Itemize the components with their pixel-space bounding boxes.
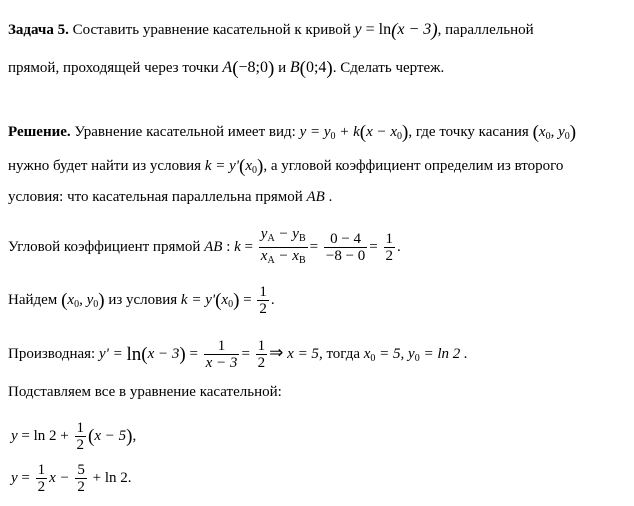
touch-point: ($x_0$, $y_0$) [532, 122, 577, 143]
solution-line-3: условия: что касательная параллельна прямой AB . [8, 189, 333, 205]
curve-equation: y = ln(x − 3) [354, 20, 438, 41]
slope-line: Угловой коэффициент прямой AB : k = $\frac{y_A - y_B}{x_A - x_B}$ = $\frac{0 - 4}{-8 - 0}$ = $\frac{1}{2}$ . [8, 226, 401, 269]
task-line-1: Задача 5. Составить уравнение касательной к кривой y = ln(x − 3), параллельной [8, 20, 534, 41]
point-a: A(−8;0) [222, 58, 275, 79]
implies-arrow: ⇒ [269, 342, 284, 362]
slope-result-fraction: $\frac{1}{2}$ [385, 231, 393, 264]
derivative-fraction: $\frac{1}{x - 3}$ [205, 338, 238, 371]
find-fraction: $\frac{1}{2}$ [259, 284, 267, 317]
derivative-line: Производная: y' = ln(x − 3) = $\frac{1}{x - 3}$ = $\frac{1}{2}$ ⇒ x = 5, тогда $x_0 = 5$, $y_0 = \ln 2$ . [8, 338, 468, 371]
slope-formula-fraction: $\frac{y_A - y_B}{x_A - x_B}$ [260, 226, 306, 266]
tangent-form: $y = y_0 + k(x - x_0)$ [299, 122, 409, 143]
solution-label: Решение. [8, 124, 71, 140]
equation-2-fraction-1: $\frac{1}{2}$ [37, 462, 46, 495]
substitute-line: Подставляем все в уравнение касательной: [8, 384, 282, 400]
equation-2: y = $\frac{1}{2}$ x − $\frac{5}{2}$ + ln 2. [11, 462, 132, 495]
point-b: B(0;4) [289, 58, 333, 79]
solution-line-2: нужно будет найти из условия $k = y'(x_0)$, а угловой коэффициент определим из второго [8, 156, 564, 177]
find-line: Найдем ($x_0$, $y_0$) из условия $k = y'(x_0)$ = $\frac{1}{2}$ . [8, 284, 275, 317]
derivative-half-fraction: $\frac{1}{2}$ [257, 338, 266, 371]
equation-2-fraction-2: $\frac{5}{2}$ [77, 462, 85, 495]
task-line-2: прямой, проходящей через точки A(−8;0) и B(0;4). Сделать чертеж. [8, 58, 445, 79]
condition-formula: $k = y'(x_0)$ [204, 156, 264, 177]
equation-1-fraction: $\frac{1}{2}$ [76, 420, 85, 453]
task-label: Задача 5. [8, 22, 69, 38]
equation-1: y = ln 2 + $\frac{1}{2}$ (x − 5), [11, 420, 137, 453]
slope-numeric-fraction: $\frac{0 - 4}{-8 - 0}$ [325, 231, 366, 264]
solution-line-1: Решение. Уравнение касательной имеет вид: $y = y_0 + k(x - x_0)$, где точку касания ($x_0$, $y_0$) [8, 122, 577, 143]
